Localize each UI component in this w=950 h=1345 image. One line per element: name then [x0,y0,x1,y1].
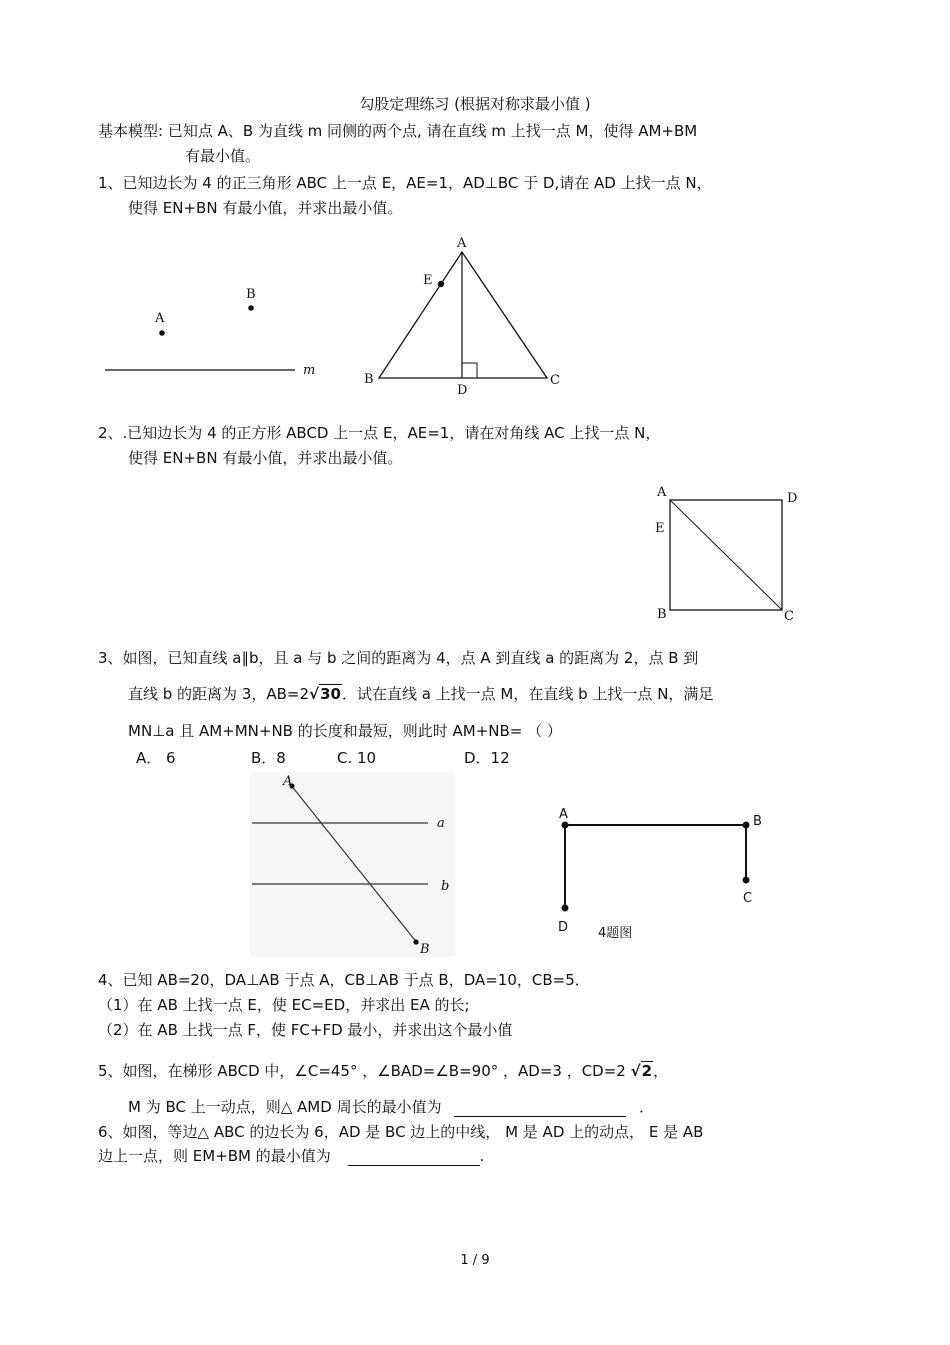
vertex-b-label: B [657,607,667,622]
point-c-dot [743,877,750,884]
question-4-line-1: 4、已知 AB=20，DA⊥AB 于点 A，CB⊥AB 于点 B，DA=10，CB=5． [98,971,590,989]
point-b-dot [743,822,750,829]
triangle-abc [379,252,547,378]
question-5-line-2-text: M 为 BC 上一动点，则△ AMD 周长的最小值为 [128,1098,442,1116]
point-b-label: B [753,814,762,829]
point-b-dot [413,939,418,944]
diagonal-ac [670,500,782,610]
question-3-line-2-rest: ．试在直线 a 上找一点 M，在直线 b 上找一点 N，满足 [341,685,714,703]
figure-background [250,772,455,957]
question-1-line-1: 1、已知边长为 4 的正三角形 ABC 上一点 E，AE=1，AD⊥BC 于 D,请在 AD 上找一点 N， [98,174,712,192]
right-angle-mark [462,363,477,378]
basic-model-line-1: 基本模型: 已知点 A、B 为直线 m 同侧的两个点, 请在直线 m 上找一点 M，使得 AM+BM [98,122,698,140]
question-5-line-2 [128,1096,654,1117]
vertex-c-label: C [784,609,794,624]
page-number: 1 / 9 [460,1253,490,1268]
question-3-line-2 [128,683,713,704]
point-d-dot [562,905,569,912]
figure-points-and-line [100,280,330,390]
vertex-d-label: D [787,491,798,506]
question-3-line-1: 3、如图，已知直线 a∥b，且 a 与 b 之间的距离为 4，点 A 到直线 a 的距离为 2，点 B 到 [98,649,699,667]
question-1-line-2: 使得 EN+BN 有最小值，并求出最小值。 [128,199,403,217]
answer-blank-6 [348,1147,480,1166]
answer-blank-5 [454,1098,626,1117]
question-3-line-3: MN⊥a 且 AM+MN+NB 的长度和最短，则此时 AM+NB= （ ） [128,722,562,740]
question-2-line-1: 2、.已知边长为 4 的正方形 ABCD 上一点 E，AE=1，请在对角线 AC 上找一点 N， [98,424,661,442]
question-6-line-2 [98,1145,484,1166]
question-3-choices [136,747,510,768]
point-a-label: A [283,774,293,789]
sqrt-2-radicand: 2 [641,1062,653,1080]
line-m-label: m [303,363,316,378]
figure-4 [550,800,780,945]
point-d-label: D [457,383,468,397]
point-b-dot [248,305,254,311]
question-3-line-2-text: 直线 b 的距离为 3，AB=2 [128,685,310,703]
question-6-line-1: 6、如图，等边△ ABC 的边长为 6，AD 是 BC 边上的中线， M 是 AD 上的动点， E 是 AB [98,1123,704,1141]
question-5-line-1-text: 5、如图，在梯形 ABCD 中，∠C=45° ，∠BAD=∠B=90° ，AD=3 ，CD=2 [98,1062,626,1080]
vertex-c-label: C [550,373,560,388]
point-e-label: E [655,521,665,536]
point-a-dot [562,822,569,829]
question-2-line-2: 使得 EN+BN 有最小值，并求出最小值。 [128,449,403,467]
figure-triangle [355,232,575,397]
line-b-label: b [441,879,450,894]
sqrt-30-radicand: 30 [320,685,341,703]
point-a-dot [159,330,165,336]
point-c-label: C [743,891,753,906]
question-5-line-1 [98,1060,668,1081]
question-4-part-1: （1）在 AB 上找一点 E，使 EC=ED，并求出 EA 的长; [98,996,470,1014]
choice-b: B．8 [251,749,286,767]
point-e-label: E [423,273,433,288]
choice-c: C. 10 [337,749,377,767]
point-a-label: A [155,311,165,326]
point-a-label: A [559,807,568,822]
vertex-a-label: A [457,236,467,251]
sqrt-30: √30 [309,685,341,703]
question-5-line-2-end: ． [639,1098,655,1116]
page-title: 勾股定理练习 (根据对称求最小值 ) [359,95,591,113]
vertex-b-label: B [364,372,374,387]
point-b-label: B [420,942,430,957]
choice-d: D．12 [464,749,510,767]
figure-square [645,480,815,625]
vertex-a-label: A [657,485,667,500]
question-4-part-2: （2）在 AB 上找一点 F，使 FC+FD 最小，并求出这个最小值 [98,1021,513,1039]
point-b-label: B [246,287,256,302]
question-5-line-1-rest: ， [653,1062,669,1080]
figure-4-caption: 4题图 [598,926,633,941]
question-6-line-2-text: 边上一点，则 EM+BM 的最小值为 [98,1147,331,1165]
point-d-label: D [558,920,569,935]
line-a-label: a [437,816,445,831]
choice-a: A． 6 [136,749,176,767]
figure-parallel-lines [250,772,455,957]
question-6-line-2-end: . [479,1147,485,1165]
basic-model-line-2: 有最小值。 [185,147,261,165]
sqrt-2: √2 [630,1062,653,1080]
point-e-dot [438,281,444,287]
